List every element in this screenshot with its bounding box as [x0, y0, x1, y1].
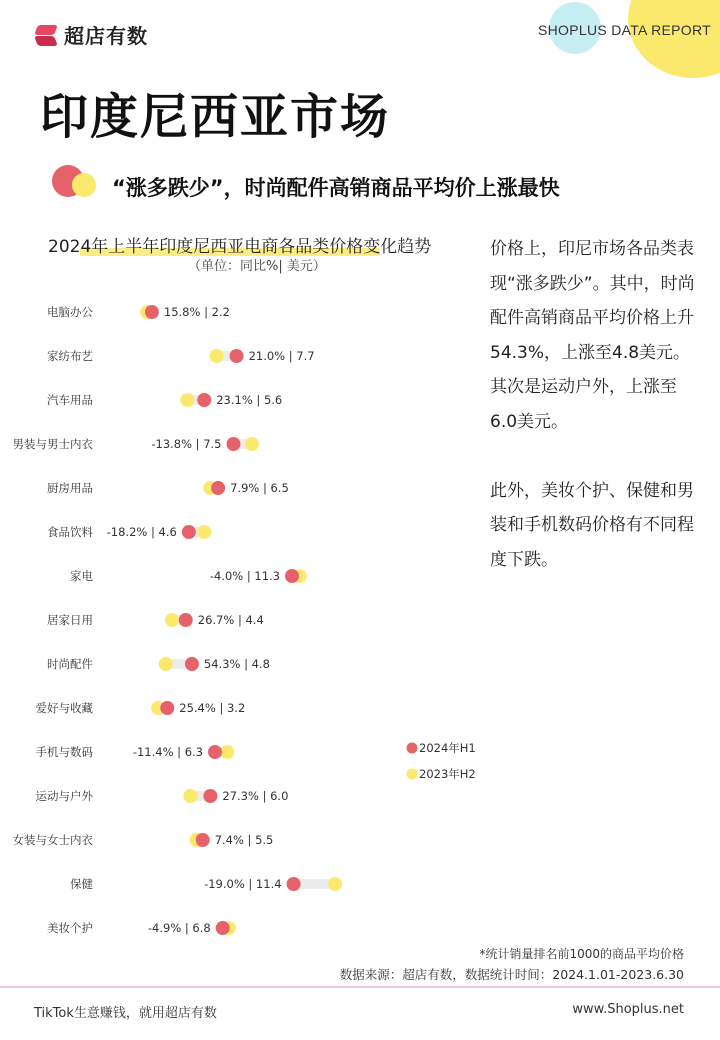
dumbbell-chart: [0, 290, 480, 950]
marker-2024h1: [160, 701, 174, 715]
category-label: 食品饮料: [47, 525, 93, 539]
chart-unit-label: （单位：同比%| 美元）: [188, 259, 326, 274]
category-label: 美妆个护: [47, 921, 93, 935]
category-label: 运动与户外: [35, 789, 93, 803]
category-label: 家纺布艺: [47, 349, 93, 363]
marker-2024h1: [179, 613, 193, 627]
legend-marker: [407, 769, 418, 780]
marker-2024h1: [196, 833, 210, 847]
category-label: 居家日用: [47, 613, 93, 627]
category-label: 爱好与收藏: [35, 701, 93, 715]
data-label: -4.0% | 11.3: [209, 569, 281, 583]
side-paragraph-1: 价格上，印尼市场各品类表现“涨多跌少”。其中，时尚配件高销商品平均价格上升54.3%，上涨至4.8美元。其次是运动户外，上涨至6.0美元。: [490, 239, 695, 432]
subtitle: “涨多跌少”，时尚配件高销商品平均价上涨最快: [112, 176, 560, 200]
marker-2023h2: [183, 789, 197, 803]
category-label: 电脑办公: [47, 305, 93, 319]
data-label: 54.3% | 4.8: [203, 657, 270, 671]
category-label: 女装与女士内衣: [12, 833, 93, 847]
footnote: *统计销量排名前1000的商品平均价格: [479, 947, 684, 961]
marker-2024h1: [211, 481, 225, 495]
data-label: 7.9% | 6.5: [230, 481, 289, 495]
footer-slogan: TikTok生意赚钱，就用超店有数: [34, 1006, 217, 1021]
marker-2023h2: [165, 613, 179, 627]
data-label: 21.0% | 7.7: [248, 349, 315, 363]
data-label: 7.4% | 5.5: [214, 833, 274, 847]
category-label: 保健: [70, 877, 93, 891]
data-label: -13.8% | 7.5: [151, 437, 222, 451]
legend-label: 2024年H1: [419, 741, 476, 755]
subtitle-dots-icon: [52, 165, 102, 199]
marker-2023h2: [210, 349, 224, 363]
category-label: 手机与数码: [35, 745, 93, 759]
marker-2024h1: [203, 789, 217, 803]
page-title: 印度尼西亚市场: [40, 89, 391, 145]
logo: [34, 20, 148, 49]
marker-2024h1: [197, 393, 211, 407]
logo-icon: [34, 23, 58, 47]
data-label: 27.3% | 6.0: [222, 789, 289, 803]
side-commentary: [490, 232, 700, 612]
marker-2023h2: [180, 393, 194, 407]
marker-2024h1: [287, 877, 301, 891]
data-label: 23.1% | 5.6: [216, 393, 283, 407]
footer-divider: [0, 986, 720, 988]
data-label: -18.2% | 4.6: [106, 525, 177, 539]
data-label: 15.8% | 2.2: [163, 305, 230, 319]
data-label: -11.4% | 6.3: [132, 745, 204, 759]
marker-2023h2: [245, 437, 259, 451]
category-label: 厨房用品: [47, 481, 93, 495]
logo-text: 超店有数: [64, 24, 148, 48]
category-label: 汽车用品: [47, 393, 93, 407]
category-label: 男装与男士内衣: [12, 437, 93, 451]
marker-2023h2: [220, 745, 234, 759]
data-label: 26.7% | 4.4: [197, 613, 264, 627]
decorative-yellow-circle: [628, 0, 720, 78]
legend-label: 2023年H2: [419, 767, 476, 781]
chart-title: 2024年上半年印度尼西亚电商各品类价格变化趋势: [48, 237, 432, 257]
marker-2023h2: [197, 525, 211, 539]
marker-2024h1: [285, 569, 299, 583]
legend-marker: [407, 743, 418, 754]
marker-2024h1: [185, 657, 199, 671]
report-tag: SHOPLUS DATA REPORT: [538, 22, 711, 38]
side-paragraph-2: 此外，美妆个护、保健和男装和手机数码价格有不同程度下跌。: [490, 480, 694, 570]
marker-2024h1: [230, 349, 244, 363]
marker-2024h1: [182, 525, 196, 539]
category-label: 时尚配件: [47, 657, 93, 671]
marker-2024h1: [145, 305, 159, 319]
data-label: -19.0% | 11.4: [204, 877, 282, 891]
data-source: 数据来源：超店有数，数据统计时间：2024.1.01-2023.6.30: [339, 967, 684, 982]
data-label: 25.4% | 3.2: [179, 701, 246, 715]
footer-website: www.Shoplus.net: [572, 1002, 684, 1017]
marker-2024h1: [208, 745, 222, 759]
category-label: 家电: [70, 569, 93, 583]
data-label: -4.9% | 6.8: [147, 921, 211, 935]
marker-2023h2: [159, 657, 173, 671]
marker-2024h1: [216, 921, 230, 935]
marker-2023h2: [328, 877, 342, 891]
marker-2024h1: [227, 437, 241, 451]
